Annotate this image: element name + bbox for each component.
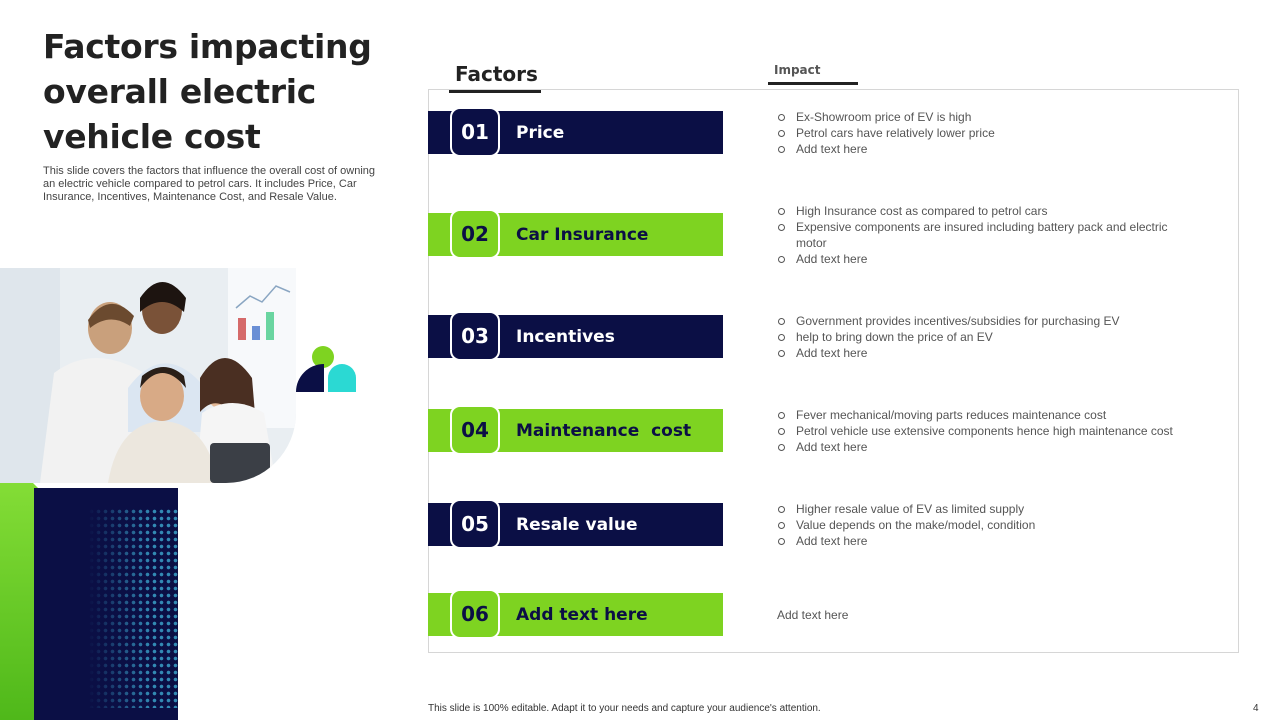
- impact-plain-text: Add text here: [777, 608, 849, 622]
- impact-item: High Insurance cost as compared to petrol cars: [777, 203, 1227, 219]
- factor-row-incentives: [428, 315, 723, 358]
- slide-subtitle: This slide covers the factors that influence the overall cost of owning an electric vehicle compared to petrol cars. It includes Price, Car Insurance, Incentives, Maintenance Cost, and Resale Value.: [43, 165, 376, 203]
- slide-title: [43, 24, 403, 159]
- factor-row-car-insurance: [428, 213, 723, 256]
- impact-item: Value depends on the make/model, condition: [777, 517, 1227, 533]
- impact-item: Petrol cars have relatively lower price: [777, 125, 1227, 141]
- factor-number-badge: 02: [450, 209, 500, 259]
- impact-item: Government provides incentives/subsidies for purchasing EV: [777, 313, 1227, 329]
- factor-number-badge: 06: [450, 589, 500, 639]
- impact-column-header: Impact: [768, 62, 858, 85]
- factor-row-maintenance-cost: [428, 409, 723, 452]
- factor-number-badge: 01: [450, 107, 500, 157]
- factor-label: Maintenance cost: [516, 420, 692, 441]
- title-line: overall electric: [43, 72, 316, 111]
- impact-item: Add text here: [777, 439, 1227, 455]
- factor-label: Add text here: [516, 604, 648, 625]
- page-number: 4: [1253, 703, 1259, 714]
- navy-decor-panel: [34, 488, 178, 720]
- factor-label: Resale value: [516, 514, 638, 535]
- title-line: vehicle cost: [43, 117, 261, 156]
- factor-number-badge: 04: [450, 405, 500, 455]
- factor-label: Incentives: [516, 326, 615, 347]
- factor-number-badge: 05: [450, 499, 500, 549]
- dot-pattern: [88, 508, 178, 708]
- factors-column-header: Factors: [449, 62, 541, 93]
- impact-item: Expensive components are insured including battery pack and electric motor: [777, 219, 1177, 251]
- factor-row-add-text: [428, 593, 723, 636]
- impact-item: Add text here: [777, 345, 1227, 361]
- factor-row-price: [428, 111, 723, 154]
- impact-item: Fever mechanical/moving parts reduces maintenance cost: [777, 407, 1227, 423]
- factor-number-badge: 03: [450, 311, 500, 361]
- slide-footer-note: This slide is 100% editable. Adapt it to your needs and capture your audience's attention.: [428, 703, 821, 714]
- title-line: Factors impacting: [43, 27, 372, 66]
- factor-row-resale-value: [428, 503, 723, 546]
- impact-list-price: [777, 109, 1227, 157]
- impact-item: Higher resale value of EV as limited supply: [777, 501, 1227, 517]
- impact-item: help to bring down the price of an EV: [777, 329, 1227, 345]
- team-photo: [0, 268, 296, 483]
- factor-label: Car Insurance: [516, 224, 649, 245]
- navy-quarter-decor: [296, 364, 324, 392]
- impact-item: Add text here: [777, 251, 1227, 267]
- impact-item: Ex-Showroom price of EV is high: [777, 109, 1227, 125]
- factors-table-frame: [428, 89, 1239, 653]
- factor-label: Price: [516, 122, 565, 143]
- impact-list-car-insurance: [777, 203, 1227, 267]
- impact-list-maintenance-cost: [777, 407, 1227, 455]
- impact-list-resale-value: [777, 501, 1227, 549]
- cyan-arch-decor: [328, 364, 356, 392]
- impact-list-incentives: [777, 313, 1227, 361]
- impact-item: Petrol vehicle use extensive components hence high maintenance cost: [777, 423, 1227, 439]
- impact-item: Add text here: [777, 533, 1227, 549]
- impact-item: Add text here: [777, 141, 1227, 157]
- impact-text-add-text: [777, 607, 1227, 623]
